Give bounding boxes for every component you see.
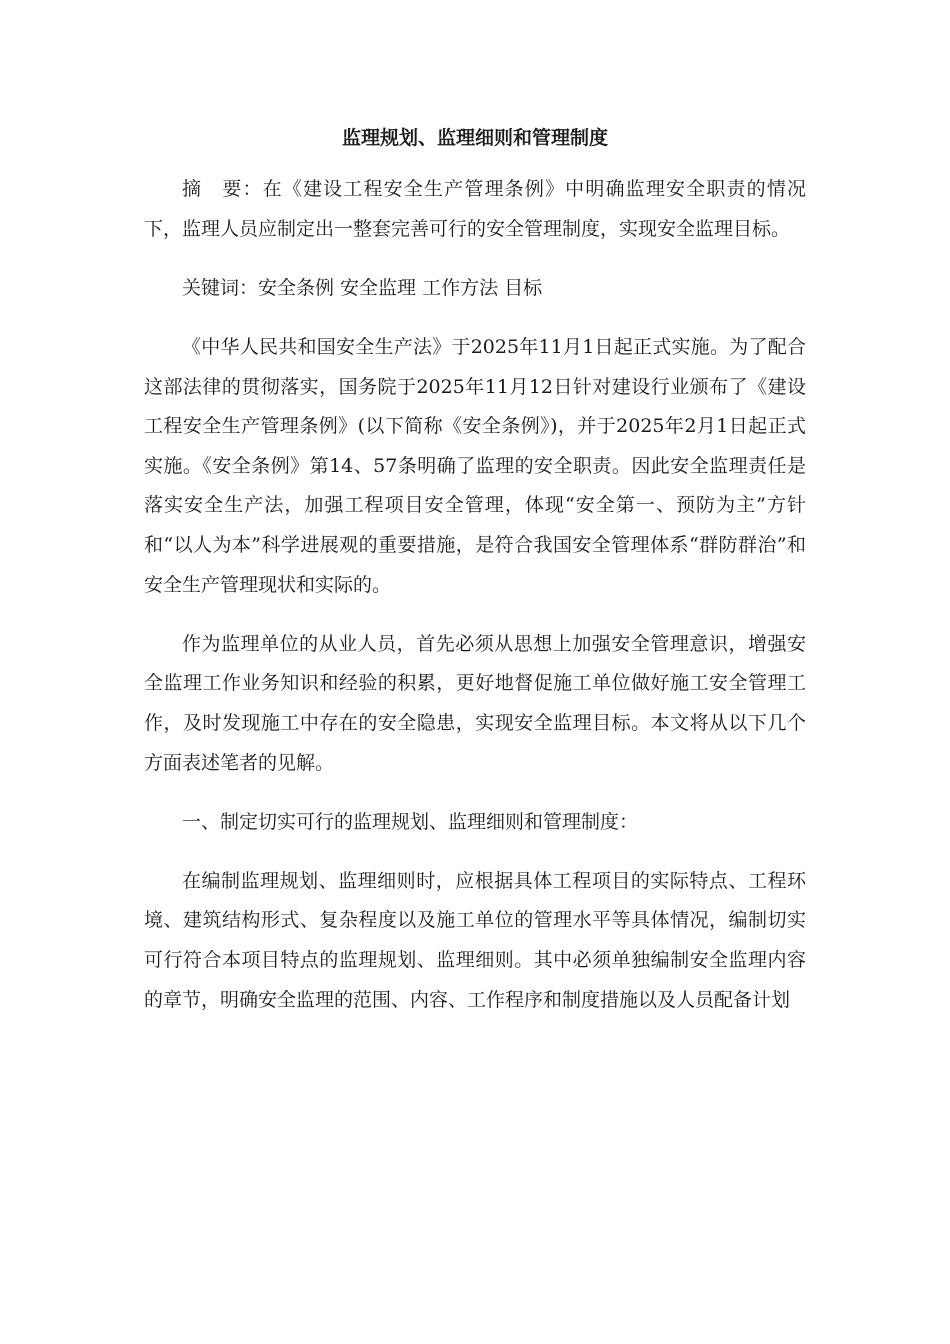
body-paragraph-planning: 在编制监理规划、监理细则时，应根据具体工程项目的实际特点、工程环境、建筑结构形式、复杂程度以及施工单位的管理水平等具体情况，编制切实可行符合本项目特点的监理规划、监理细则。其中必须单独编制安全监理内容的章节，明确安全监理的范围、内容、工作程序和制度措施以及人员配备计划 xyxy=(144,869,806,1011)
keywords-paragraph: 关键词：安全条例 安全监理 工作方法 目标 xyxy=(182,276,543,299)
section-heading-1: 一、制定切实可行的监理规划、监理细则和管理制度： xyxy=(182,810,639,833)
body-paragraph-law: 《中华人民共和国安全生产法》于2025年11月1日起正式实施。为了配合这部法律的贯彻落实，国务院于2025年11月12日针对建设行业颁布了《建设工程安全生产管理条例》(以下简称《安全条例》)，并于2025年2月1日起正式实施。《安全条例》第14、57条明确了监理的安全职责。因此安全监理责任是落实安全生产法，加强工程项目安全管理，体现“安全第一、预防为主”方针和“以人为本”科学进展观的重要措施，是符合我国安全管理体系“群防群治”和安全生产管理现状和实际的。 xyxy=(144,335,806,596)
abstract-paragraph: 摘 要：在《建设工程安全生产管理条例》中明确监理安全职责的情况下，监理人员应制定出一整套完善可行的安全管理制度，实现安全监理目标。 xyxy=(144,178,806,240)
document-title: 监理规划、监理细则和管理制度 xyxy=(341,127,608,149)
document-page xyxy=(144,118,806,1040)
body-paragraph-practitioner: 作为监理单位的从业人员，首先必须从思想上加强安全管理意识，增强安全监理工作业务知识和经验的积累，更好地督促施工单位做好施工安全管理工作，及时发现施工中存在的安全隐患，实现安全监理目标。本文将从以下几个方面表述笔者的见解。 xyxy=(144,632,806,774)
